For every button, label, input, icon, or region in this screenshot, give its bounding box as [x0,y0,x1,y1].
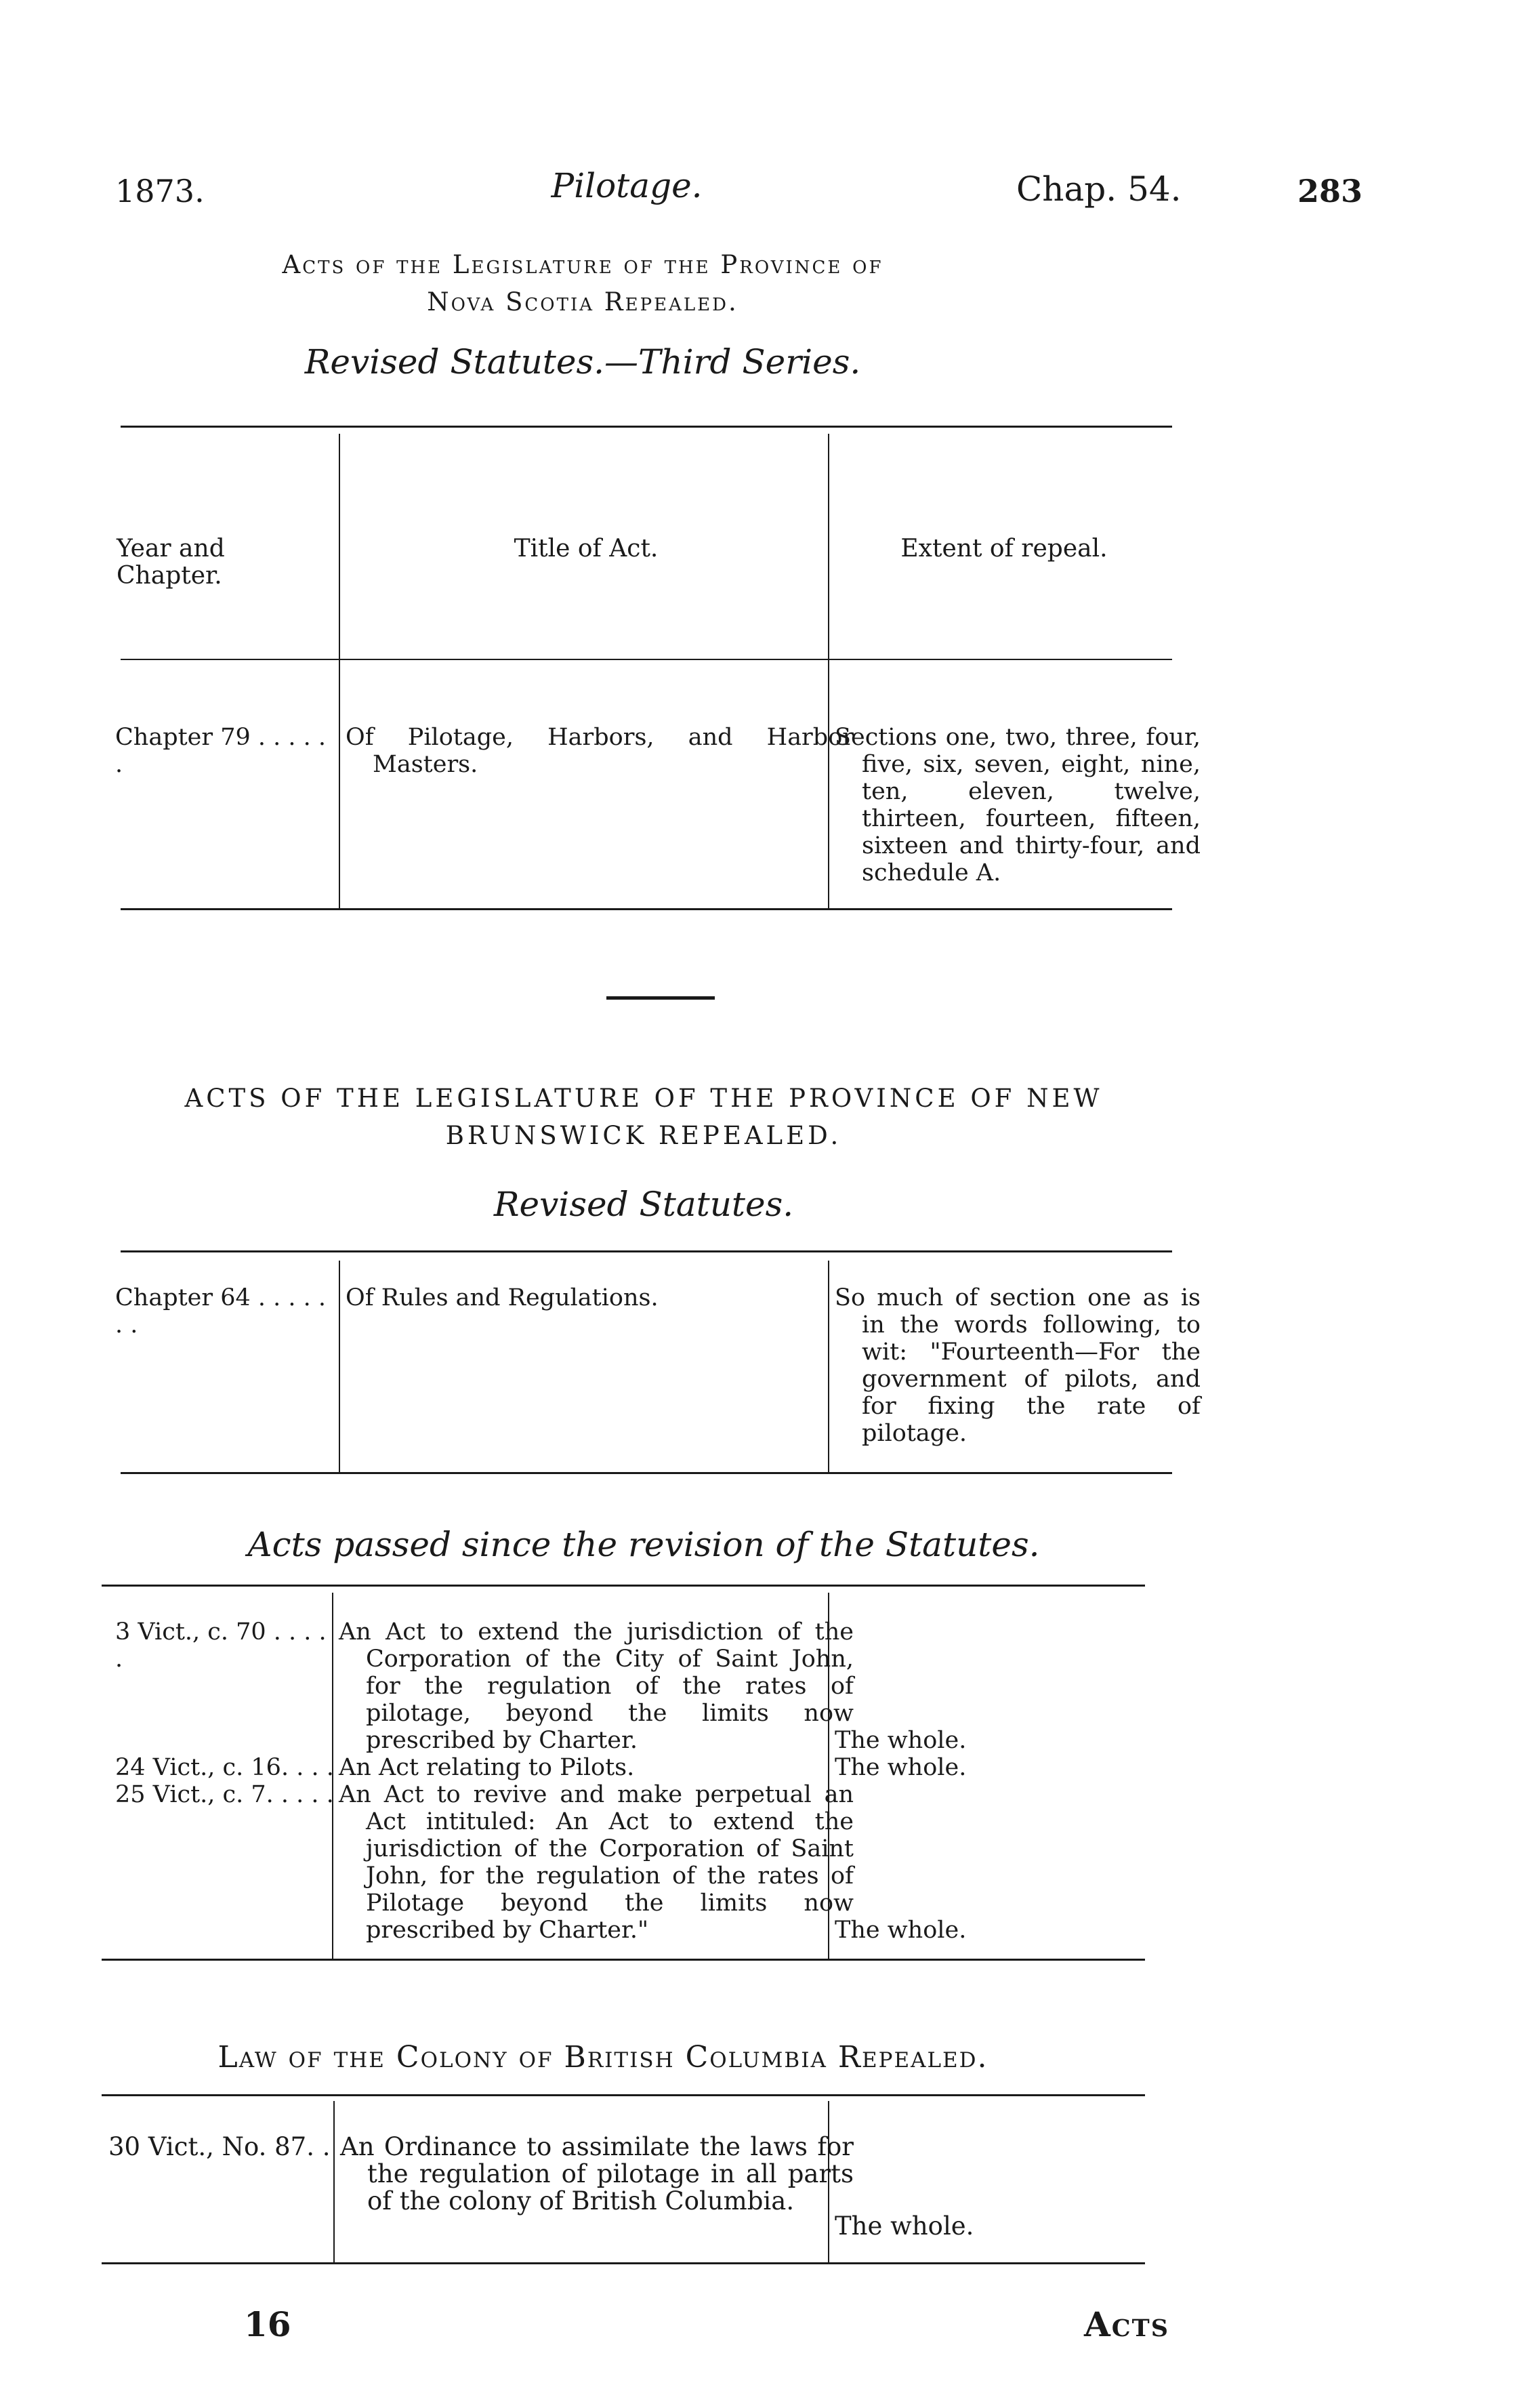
nb-since-row-1-chapter: 3 Vict., c. 70 . . . . . [115,1618,327,1673]
nb-row-extent: So much of section one as is in the words following, to wit: "Fourteenth—For the government of pilots, and for fixing the rate of pilotage. [835,1284,1201,1447]
nb-since-row-2-extent: The whole. [835,1754,967,1781]
ns-row-extent: Sections one, two, three, four, five, six, seven, eight, nine, ten, eleven, twelve, thirteen, fourteen, fifteen, sixteen and thirty-four, and schedule A. [835,724,1201,886]
nb-since-row-2-chapter: 24 Vict., c. 16. . . . [115,1754,334,1781]
bc-table-bottom-rule [102,2262,1145,2264]
ns-col-divider-1 [339,434,340,908]
nova-scotia-title-line1: Acts of the Legislature of the Province of [282,250,883,279]
nb-since-row-3-chapter: 25 Vict., c. 7. . . . . [115,1781,334,1808]
section-separator [606,996,715,1000]
nova-scotia-title-line2: Nova Scotia Repealed. [427,287,738,317]
bc-title: Law of the Colony of British Columbia Repealed. [217,2040,988,2075]
bc-row-extent: The whole. [835,2211,974,2241]
nb-since-row-3-extent: The whole. [835,1917,967,1944]
page-number: 283 [1297,173,1363,209]
bc-table-top-rule [102,2094,1145,2096]
nb-since-subhead: Acts passed since the revision of the Statutes. [247,1525,1040,1564]
nova-scotia-subhead: Revised Statutes.—Third Series. [304,342,861,382]
nb-since-row-2-title: An Act relating to Pilots. [339,1754,635,1781]
nb-subhead: Revised Statutes. [493,1185,794,1224]
bc-row-title: An Ordinance to assimilate the laws for the regulation of pilotage in all parts of the colony of British Columbia. [340,2132,854,2216]
ns-col-header-extent: Extent of repeal. [900,535,1108,563]
nb-since-row-1-title: An Act to extend the jurisdiction of the Corporation of the City of Saint John, for the regulation of the rates of pilotage, beyond the limits now prescribed by Charter. [339,1618,854,1754]
nb-table-bottom-rule [121,1472,1172,1474]
nb-table-top-rule [121,1250,1172,1252]
bc-row-chapter: 30 Vict., No. 87. . [108,2132,331,2161]
nb-row-title: Of Rules and Regulations. [346,1284,659,1311]
ns-header-rule [121,659,1172,660]
ns-row-title: Of Pilotage, Harbors, and Harbor Masters. [346,724,854,778]
header-chapter: Chap. 54. [1016,169,1182,209]
ns-col-header-year-chapter: Year and Chapter. [117,535,225,590]
ns-table-bottom-rule [121,908,1172,910]
nb-since-row-3-title: An Act to revive and make perpetual an Act intituled: An Act to extend the jurisdiction of the Corporation of Saint John, for the regulation of the rates of Pilotage beyond the limits now prescribed by Charter." [339,1781,854,1944]
nb-since-row-1-extent: The whole. [835,1727,967,1754]
nb-col-divider-1 [339,1261,340,1474]
nb-since-bottom-rule [102,1959,1145,1961]
footer-catchword: Acts [1084,2304,1169,2344]
nb-title-line2: BRUNSWICK REPEALED. [445,1121,842,1150]
nb-title-line1: ACTS OF THE LEGISLATURE OF THE PROVINCE OF NEW [184,1084,1103,1113]
header-title: Pilotage. [551,166,703,205]
nb-row-chapter: Chapter 64 . . . . . . . [115,1284,327,1339]
ns-table-top-rule [121,426,1172,428]
nb-since-top-rule [102,1585,1145,1587]
ns-col-divider-2 [828,434,829,908]
ns-col-header-title: Title of Act. [514,535,659,563]
bc-col-divider-1 [333,2101,335,2264]
nb-col-divider-2 [828,1261,829,1474]
footer-signature: 16 [244,2304,291,2344]
ns-row-chapter: Chapter 79 . . . . . . [115,724,327,778]
header-year: 1873. [115,173,205,209]
